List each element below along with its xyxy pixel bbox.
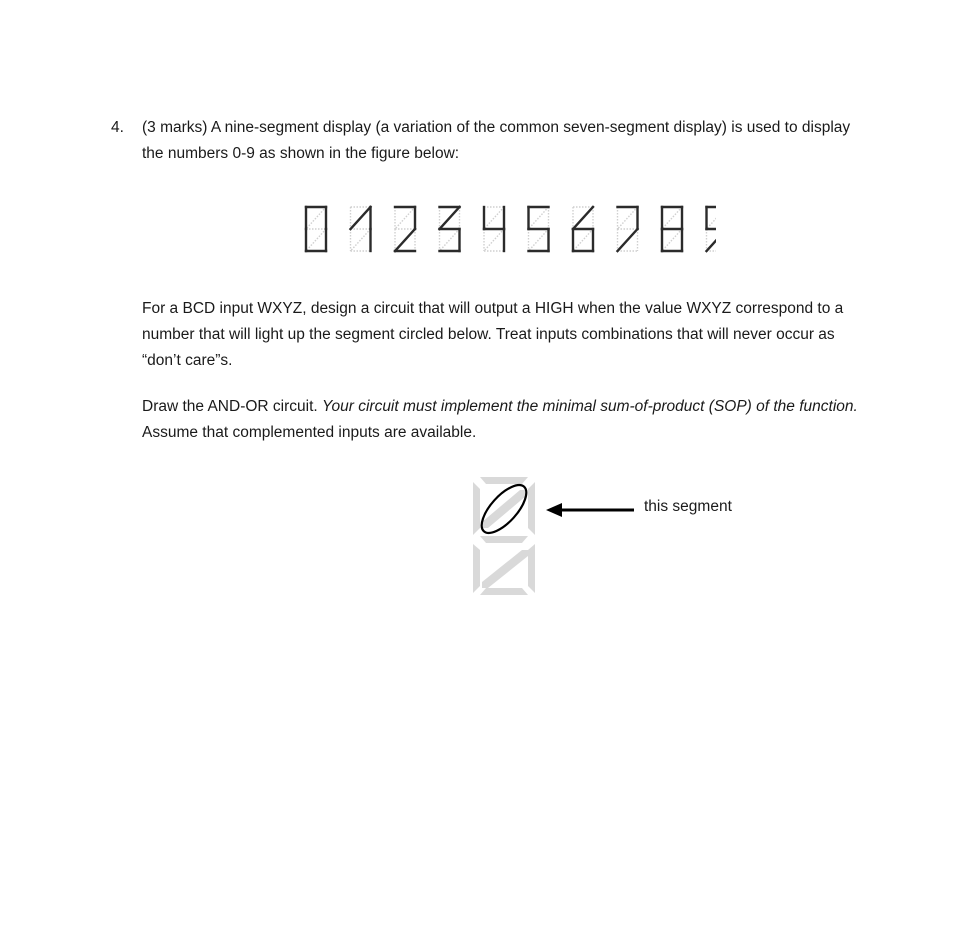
digit-9-unlit-segment-h [707, 207, 717, 229]
arrow-icon [546, 503, 634, 517]
digit-6-unlit-segment-i [573, 229, 593, 251]
question-number: 4. [111, 119, 124, 136]
digit-0-unlit-segment-h [306, 207, 326, 229]
question-intro: (3 marks) A nine-segment display (a variation of the common seven-segment display) is used to display the numbers 0-9 as shown in the figure below: [142, 119, 851, 162]
design-instructions: For a BCD input WXYZ, design a circuit that will output a HIGH when the value WXYZ correspond to a number that will light up the segment circled below. Treat inputs combinations that will never occur as “don’t care”s. [142, 300, 844, 369]
segment-lower-right [528, 544, 535, 593]
digit-4-unlit-segment-h [484, 207, 504, 229]
segment-lower-diagonal [482, 550, 528, 588]
circuit-instructions-start: Draw the AND-OR circuit. [142, 398, 323, 415]
digit-8-unlit-segment-h [662, 207, 682, 229]
segment-middle [480, 536, 528, 543]
digit-0 [306, 207, 326, 251]
digit-8-unlit-segment-i [662, 229, 682, 251]
digit-5 [529, 207, 549, 251]
question-body [142, 296, 877, 446]
digit-7 [618, 207, 638, 251]
question-4 [111, 115, 871, 167]
segment-bottom [480, 588, 528, 595]
digit-2-unlit-segment-h [395, 207, 415, 229]
digit-9-lit-segment-i [707, 229, 717, 251]
question-intro-block [142, 115, 871, 167]
segment-label: this segment [644, 498, 732, 515]
digit-7-unlit-segment-h [618, 207, 638, 229]
highlighted-segment-figure [462, 470, 762, 610]
digit-4 [484, 207, 504, 251]
digit-0-unlit-segment-i [306, 229, 326, 251]
digit-1-lit-segment-h [351, 207, 371, 229]
nine-segment-digits-figure [296, 195, 716, 267]
digit-3 [440, 207, 460, 251]
digit-1-unlit-segment-i [351, 229, 371, 251]
circuit-instructions-end: Assume that complemented inputs are available. [142, 424, 477, 441]
segment-lower-left [473, 544, 480, 593]
digit-1 [351, 207, 371, 251]
digit-3-unlit-segment-i [440, 229, 460, 251]
segment-upper-right [528, 482, 535, 535]
digit-4-unlit-segment-i [484, 229, 504, 251]
segment-top [480, 477, 528, 484]
digit-8 [662, 207, 682, 251]
digit-7-lit-segment-i [618, 229, 638, 251]
digit-3-lit-segment-h [440, 207, 460, 229]
digit-6-lit-segment-h [573, 207, 593, 229]
circuit-instructions [142, 394, 877, 446]
digit-5-unlit-segment-i [529, 229, 549, 251]
digit-6 [573, 207, 593, 251]
segment-upper-left [473, 482, 480, 535]
digit-9 [707, 207, 717, 251]
digit-5-unlit-segment-h [529, 207, 549, 229]
circuit-instructions-italic: Your circuit must implement the minimal sum-of-product (SOP) of the function. [322, 398, 858, 415]
digit-2 [395, 207, 415, 251]
digit-2-lit-segment-i [395, 229, 415, 251]
